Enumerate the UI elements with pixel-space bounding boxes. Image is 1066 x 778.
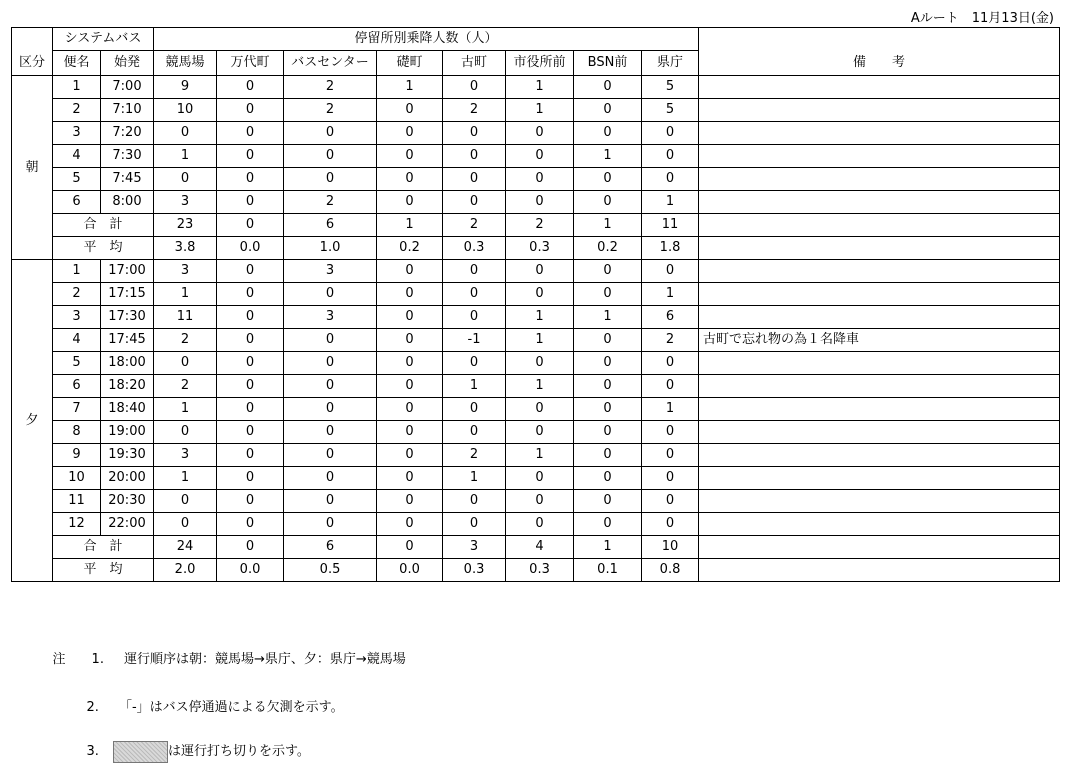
count-cell: 1	[506, 329, 574, 352]
count-cell: 0	[217, 306, 284, 329]
count-cell: 1	[642, 283, 699, 306]
shaded-cell-sample	[113, 741, 168, 763]
count-cell: 1	[574, 306, 642, 329]
remark-cell	[699, 559, 1060, 582]
count-cell: 0	[377, 283, 443, 306]
total-cell: 0	[217, 214, 284, 237]
count-cell: 0	[284, 398, 377, 421]
bin-number-cell: 3	[53, 306, 101, 329]
count-cell: 0	[642, 145, 699, 168]
count-cell: 0	[574, 168, 642, 191]
count-cell: 0	[574, 76, 642, 99]
count-cell: 0	[377, 375, 443, 398]
header-row-2	[12, 51, 1060, 76]
period-label: 朝	[12, 76, 53, 260]
average-cell: 0.1	[574, 559, 642, 582]
remark-cell	[699, 306, 1060, 329]
start-time-cell: 18:20	[101, 375, 154, 398]
table-row	[12, 490, 1060, 513]
table-row	[12, 306, 1060, 329]
bin-number-cell: 2	[53, 283, 101, 306]
start-time-cell: 8:00	[101, 191, 154, 214]
start-time-cell: 17:30	[101, 306, 154, 329]
count-cell: 0	[574, 260, 642, 283]
table-row	[12, 329, 1060, 352]
table-row	[12, 260, 1060, 283]
count-cell: 1	[154, 398, 217, 421]
count-cell: 9	[154, 76, 217, 99]
remark-cell	[699, 191, 1060, 214]
average-cell: 1.8	[642, 237, 699, 260]
count-cell: 0	[284, 513, 377, 536]
count-cell: 0	[506, 283, 574, 306]
count-cell: 0	[443, 421, 506, 444]
average-cell: 3.8	[154, 237, 217, 260]
count-cell: 3	[284, 260, 377, 283]
bin-number-cell: 9	[53, 444, 101, 467]
count-cell: 5	[642, 76, 699, 99]
remark-cell	[699, 444, 1060, 467]
count-cell: 1	[154, 467, 217, 490]
count-cell: 0	[377, 490, 443, 513]
note-2-number: 2.	[86, 700, 99, 715]
count-cell: 0	[506, 421, 574, 444]
count-cell: 1	[506, 306, 574, 329]
total-row	[12, 214, 1060, 237]
count-cell: 0	[506, 168, 574, 191]
total-row	[12, 536, 1060, 559]
count-cell: 0	[574, 513, 642, 536]
count-cell: 0	[642, 122, 699, 145]
average-row	[12, 559, 1060, 582]
count-cell: 0	[377, 467, 443, 490]
note-1-text: 運行順序は朝：競馬場→県庁、夕：県庁→競馬場	[123, 652, 406, 667]
count-cell: 0	[574, 191, 642, 214]
count-cell: 0	[284, 122, 377, 145]
remark-cell	[699, 99, 1060, 122]
average-cell: 0.2	[574, 237, 642, 260]
period-label: 夕	[12, 260, 53, 582]
remark-cell	[699, 122, 1060, 145]
table-row	[12, 398, 1060, 421]
count-cell: 0	[217, 76, 284, 99]
note-2-text: 「-」はバス停通過による欠測を示す。	[118, 700, 344, 715]
start-time-cell: 18:40	[101, 398, 154, 421]
header-row-1	[12, 28, 1060, 51]
count-cell: 0	[642, 444, 699, 467]
remark-cell	[699, 214, 1060, 237]
count-cell: 6	[642, 306, 699, 329]
count-cell: 0	[217, 283, 284, 306]
table-row	[12, 168, 1060, 191]
start-time-cell: 22:00	[101, 513, 154, 536]
count-cell: 2	[154, 329, 217, 352]
stop-header: バスセンター	[284, 51, 377, 76]
count-cell: 1	[377, 76, 443, 99]
count-cell: 0	[506, 122, 574, 145]
count-cell: 0	[574, 329, 642, 352]
table-row	[12, 191, 1060, 214]
count-cell: 2	[154, 375, 217, 398]
count-cell: 0	[377, 329, 443, 352]
start-time-cell: 19:30	[101, 444, 154, 467]
start-time-cell: 17:45	[101, 329, 154, 352]
note-1-number: 1.	[91, 652, 104, 667]
count-cell: 0	[217, 444, 284, 467]
count-cell: 0	[574, 421, 642, 444]
count-cell: 0	[154, 168, 217, 191]
count-cell: 2	[284, 76, 377, 99]
stop-header: 市役所前	[506, 51, 574, 76]
count-cell: 0	[574, 283, 642, 306]
count-cell: 0	[154, 122, 217, 145]
average-cell: 2.0	[154, 559, 217, 582]
count-cell: 0	[506, 467, 574, 490]
count-cell: 0	[284, 145, 377, 168]
note-prefix: 注	[52, 652, 66, 667]
table-row	[12, 122, 1060, 145]
count-cell: 0	[284, 421, 377, 444]
total-cell: 1	[574, 214, 642, 237]
count-cell: 2	[284, 99, 377, 122]
count-cell: 0	[377, 398, 443, 421]
count-cell: 0	[642, 421, 699, 444]
count-cell: 0	[217, 168, 284, 191]
total-cell: 11	[642, 214, 699, 237]
count-cell: 0	[284, 352, 377, 375]
count-cell: 0	[217, 145, 284, 168]
total-cell: 6	[284, 536, 377, 559]
count-cell: 0	[154, 352, 217, 375]
count-cell: 0	[506, 490, 574, 513]
average-cell: 0.3	[506, 559, 574, 582]
bin-number-cell: 3	[53, 122, 101, 145]
stop-header: BSN前	[574, 51, 642, 76]
count-cell: 0	[642, 168, 699, 191]
count-cell: 0	[217, 398, 284, 421]
count-cell: 0	[642, 467, 699, 490]
count-cell: 1	[574, 145, 642, 168]
count-cell: 1	[443, 375, 506, 398]
ridership-table	[11, 27, 1060, 582]
table-row	[12, 76, 1060, 99]
count-cell: 0	[217, 421, 284, 444]
count-cell: 0	[217, 99, 284, 122]
bin-number-cell: 5	[53, 168, 101, 191]
count-cell: 0	[217, 513, 284, 536]
count-cell: 0	[574, 99, 642, 122]
average-cell: 0.3	[506, 237, 574, 260]
average-cell: 0.0	[217, 237, 284, 260]
count-cell: 1	[154, 283, 217, 306]
count-cell: 1	[506, 375, 574, 398]
count-cell: 0	[642, 490, 699, 513]
count-cell: 0	[443, 76, 506, 99]
note-3	[70, 725, 310, 778]
total-cell: 0	[217, 536, 284, 559]
table-row	[12, 467, 1060, 490]
average-row	[12, 237, 1060, 260]
count-cell: 1	[154, 145, 217, 168]
table-row	[12, 145, 1060, 168]
start-time-cell: 17:15	[101, 283, 154, 306]
total-label: 合 計	[53, 214, 154, 237]
start-time-cell: 20:30	[101, 490, 154, 513]
count-cell: 3	[154, 260, 217, 283]
count-cell: 0	[217, 490, 284, 513]
count-cell: 2	[642, 329, 699, 352]
remark-cell	[699, 283, 1060, 306]
kubun-header: 区分	[12, 51, 53, 76]
bin-number-cell: 6	[53, 375, 101, 398]
count-cell: 0	[443, 145, 506, 168]
count-cell: 1	[506, 76, 574, 99]
count-cell: 0	[443, 168, 506, 191]
count-cell: 0	[574, 122, 642, 145]
total-cell: 3	[443, 536, 506, 559]
count-cell: 0	[284, 444, 377, 467]
bin-number-cell: 8	[53, 421, 101, 444]
count-cell: 0	[574, 490, 642, 513]
remark-cell	[699, 145, 1060, 168]
system-bus-header: システムバス	[53, 28, 154, 51]
average-cell: 1.0	[284, 237, 377, 260]
total-cell: 0	[377, 536, 443, 559]
average-cell: 0.3	[443, 237, 506, 260]
count-cell: 0	[642, 375, 699, 398]
count-cell: 0	[377, 352, 443, 375]
average-label: 平 均	[53, 559, 154, 582]
table-row	[12, 444, 1060, 467]
count-cell: 0	[284, 168, 377, 191]
bin-name-header: 便名	[53, 51, 101, 76]
count-cell: 0	[443, 122, 506, 145]
bin-number-cell: 10	[53, 467, 101, 490]
table-row	[12, 421, 1060, 444]
total-cell: 10	[642, 536, 699, 559]
count-cell: 2	[284, 191, 377, 214]
total-cell: 23	[154, 214, 217, 237]
bin-number-cell: 1	[53, 260, 101, 283]
average-cell: 0.0	[377, 559, 443, 582]
start-time-cell: 7:20	[101, 122, 154, 145]
count-cell: 0	[642, 513, 699, 536]
count-cell: 0	[377, 99, 443, 122]
count-cell: 0	[377, 260, 443, 283]
stop-header: 礎町	[377, 51, 443, 76]
start-time-cell: 7:30	[101, 145, 154, 168]
remark-cell	[699, 467, 1060, 490]
count-cell: 0	[284, 490, 377, 513]
average-cell: 0.0	[217, 559, 284, 582]
total-cell: 1	[377, 214, 443, 237]
total-cell: 24	[154, 536, 217, 559]
count-cell: 1	[642, 398, 699, 421]
count-cell: 0	[574, 398, 642, 421]
average-cell: 0.3	[443, 559, 506, 582]
count-cell: 3	[154, 444, 217, 467]
remark-cell	[699, 490, 1060, 513]
count-cell: 0	[284, 375, 377, 398]
count-cell: 0	[284, 283, 377, 306]
count-cell: 0	[574, 467, 642, 490]
bin-number-cell: 4	[53, 329, 101, 352]
count-cell: 0	[506, 145, 574, 168]
count-cell: 0	[217, 467, 284, 490]
count-cell: 0	[217, 329, 284, 352]
note-2	[70, 681, 344, 730]
count-cell: 0	[443, 260, 506, 283]
count-cell: 0	[217, 260, 284, 283]
count-cell: 0	[443, 513, 506, 536]
remark-cell	[699, 513, 1060, 536]
remark-cell	[699, 237, 1060, 260]
count-cell: 0	[377, 191, 443, 214]
count-cell: 0	[217, 375, 284, 398]
count-cell: 0	[506, 352, 574, 375]
start-time-cell: 20:00	[101, 467, 154, 490]
average-cell: 0.2	[377, 237, 443, 260]
count-cell: 0	[506, 191, 574, 214]
count-cell: 0	[154, 513, 217, 536]
count-cell: 11	[154, 306, 217, 329]
count-cell: 0	[574, 444, 642, 467]
table-row	[12, 375, 1060, 398]
count-cell: 1	[642, 191, 699, 214]
total-cell: 2	[443, 214, 506, 237]
count-cell: -1	[443, 329, 506, 352]
start-time-cell: 19:00	[101, 421, 154, 444]
count-cell: 0	[377, 145, 443, 168]
route-date-label: Aルート 11月13日(金)	[910, 11, 1054, 26]
count-cell: 3	[154, 191, 217, 214]
count-cell: 0	[574, 352, 642, 375]
start-time-header: 始発	[101, 51, 154, 76]
average-label: 平 均	[53, 237, 154, 260]
note-3-text: は運行打ち切りを示す。	[167, 744, 310, 759]
stops-title-header: 停留所別乗降人数（人）	[154, 28, 699, 51]
bin-number-cell: 2	[53, 99, 101, 122]
note-1	[36, 633, 406, 682]
bin-number-cell: 7	[53, 398, 101, 421]
bin-number-cell: 12	[53, 513, 101, 536]
start-time-cell: 7:00	[101, 76, 154, 99]
count-cell: 0	[443, 398, 506, 421]
count-cell: 3	[284, 306, 377, 329]
count-cell: 2	[443, 99, 506, 122]
count-cell: 0	[574, 375, 642, 398]
count-cell: 0	[377, 122, 443, 145]
bin-number-cell: 6	[53, 191, 101, 214]
table-row	[12, 352, 1060, 375]
count-cell: 0	[642, 260, 699, 283]
count-cell: 0	[443, 283, 506, 306]
count-cell: 1	[506, 444, 574, 467]
count-cell: 0	[377, 306, 443, 329]
count-cell: 0	[506, 513, 574, 536]
table-row	[12, 283, 1060, 306]
total-cell: 2	[506, 214, 574, 237]
remark-cell	[699, 260, 1060, 283]
count-cell: 0	[443, 306, 506, 329]
start-time-cell: 18:00	[101, 352, 154, 375]
count-cell: 0	[217, 352, 284, 375]
remark-cell	[699, 421, 1060, 444]
count-cell: 0	[443, 352, 506, 375]
stop-header: 古町	[443, 51, 506, 76]
average-cell: 0.8	[642, 559, 699, 582]
count-cell: 0	[377, 421, 443, 444]
remark-cell	[699, 375, 1060, 398]
table-row	[12, 99, 1060, 122]
remarks-header: 備 考	[699, 51, 1060, 76]
count-cell: 5	[642, 99, 699, 122]
remark-cell	[699, 536, 1060, 559]
bin-number-cell: 4	[53, 145, 101, 168]
bin-number-cell: 1	[53, 76, 101, 99]
bin-number-cell: 11	[53, 490, 101, 513]
count-cell: 0	[284, 467, 377, 490]
table-row	[12, 513, 1060, 536]
total-cell: 4	[506, 536, 574, 559]
start-time-cell: 17:00	[101, 260, 154, 283]
count-cell: 0	[642, 352, 699, 375]
start-time-cell: 7:45	[101, 168, 154, 191]
bin-number-cell: 5	[53, 352, 101, 375]
count-cell: 0	[217, 122, 284, 145]
remark-cell	[699, 76, 1060, 99]
count-cell: 10	[154, 99, 217, 122]
count-cell: 0	[377, 444, 443, 467]
stop-header: 競馬場	[154, 51, 217, 76]
total-cell: 6	[284, 214, 377, 237]
stop-header: 県庁	[642, 51, 699, 76]
count-cell: 0	[377, 168, 443, 191]
remark-cell	[699, 352, 1060, 375]
count-cell: 2	[443, 444, 506, 467]
remark-cell	[699, 398, 1060, 421]
remark-cell	[699, 168, 1060, 191]
total-label: 合 計	[53, 536, 154, 559]
count-cell: 0	[443, 490, 506, 513]
remark-cell: 古町で忘れ物の為１名降車	[699, 329, 1060, 352]
start-time-cell: 7:10	[101, 99, 154, 122]
count-cell: 0	[284, 329, 377, 352]
count-cell: 1	[506, 99, 574, 122]
count-cell: 0	[154, 421, 217, 444]
count-cell: 0	[154, 490, 217, 513]
stop-header: 万代町	[217, 51, 284, 76]
note-3-number: 3.	[86, 744, 99, 759]
total-cell: 1	[574, 536, 642, 559]
count-cell: 0	[377, 513, 443, 536]
count-cell: 1	[443, 467, 506, 490]
average-cell: 0.5	[284, 559, 377, 582]
count-cell: 0	[443, 191, 506, 214]
count-cell: 0	[506, 398, 574, 421]
count-cell: 0	[506, 260, 574, 283]
count-cell: 0	[217, 191, 284, 214]
